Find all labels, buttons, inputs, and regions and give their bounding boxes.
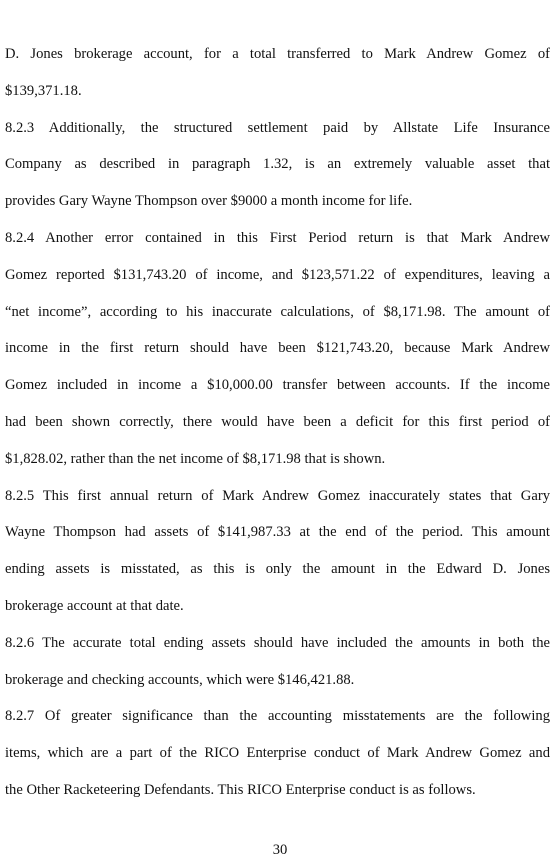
text-line: $1,828.02, rather than the net income of $8,171.98 that is shown. xyxy=(5,450,386,467)
paragraph-8-2-3-line: 8.2.3 Additionally, the structured settlement paid by Allstate Life Insurance xyxy=(5,119,550,136)
text-line: Wayne Thompson had assets of $141,987.33 at the end of the period. This amount xyxy=(5,524,550,541)
text-line: brokerage and checking accounts, which were $146,421.88. xyxy=(5,671,355,688)
text-line: D. Jones brokerage account, for a total transferred to Mark Andrew Gomez of xyxy=(5,46,550,62)
text-line: items, which are a part of the RICO Enterprise conduct of Mark Andrew Gomez and xyxy=(5,745,550,762)
paragraph-8-2-5-line: 8.2.5 This first annual return of Mark Andrew Gomez inaccurately states that Gary xyxy=(5,487,550,504)
page-number: 30 xyxy=(272,842,288,858)
paragraph-8-2-6-line: 8.2.6 The accurate total ending assets should have included the amounts in both the xyxy=(5,634,550,651)
text-line: the Other Racketeering Defendants. This RICO Enterprise conduct is as follows. xyxy=(5,781,476,798)
body-text xyxy=(5,36,550,809)
text-line: Company as described in paragraph 1.32, is an extremely valuable asset that xyxy=(5,156,550,173)
text-line: had been shown correctly, there would have been a deficit for this first period of xyxy=(5,413,550,430)
text-line: Gomez reported $131,743.20 of income, and $123,571.22 of expenditures, leaving a xyxy=(5,266,550,283)
text-line: $139,371.18. xyxy=(5,82,82,99)
paragraph-8-2-4-line: 8.2.4 Another error contained in this First Period return is that Mark Andrew xyxy=(5,229,550,246)
text-line: provides Gary Wayne Thompson over $9000 a month income for life. xyxy=(5,193,413,210)
text-line: “net income”, according to his inaccurate calculations, of $8,171.98. The amount of xyxy=(5,303,550,320)
text-line: income in the first return should have been $121,743.20, because Mark Andrew xyxy=(5,340,550,357)
paragraph-8-2-7-line: 8.2.7 Of greater significance than the accounting misstatements are the following xyxy=(5,708,550,725)
text-line: ending assets is misstated, as this is only the amount in the Edward D. Jones xyxy=(5,561,550,578)
text-line: brokerage account at that date. xyxy=(5,597,184,614)
text-line: Gomez included in income a $10,000.00 transfer between accounts. If the income xyxy=(5,377,550,394)
